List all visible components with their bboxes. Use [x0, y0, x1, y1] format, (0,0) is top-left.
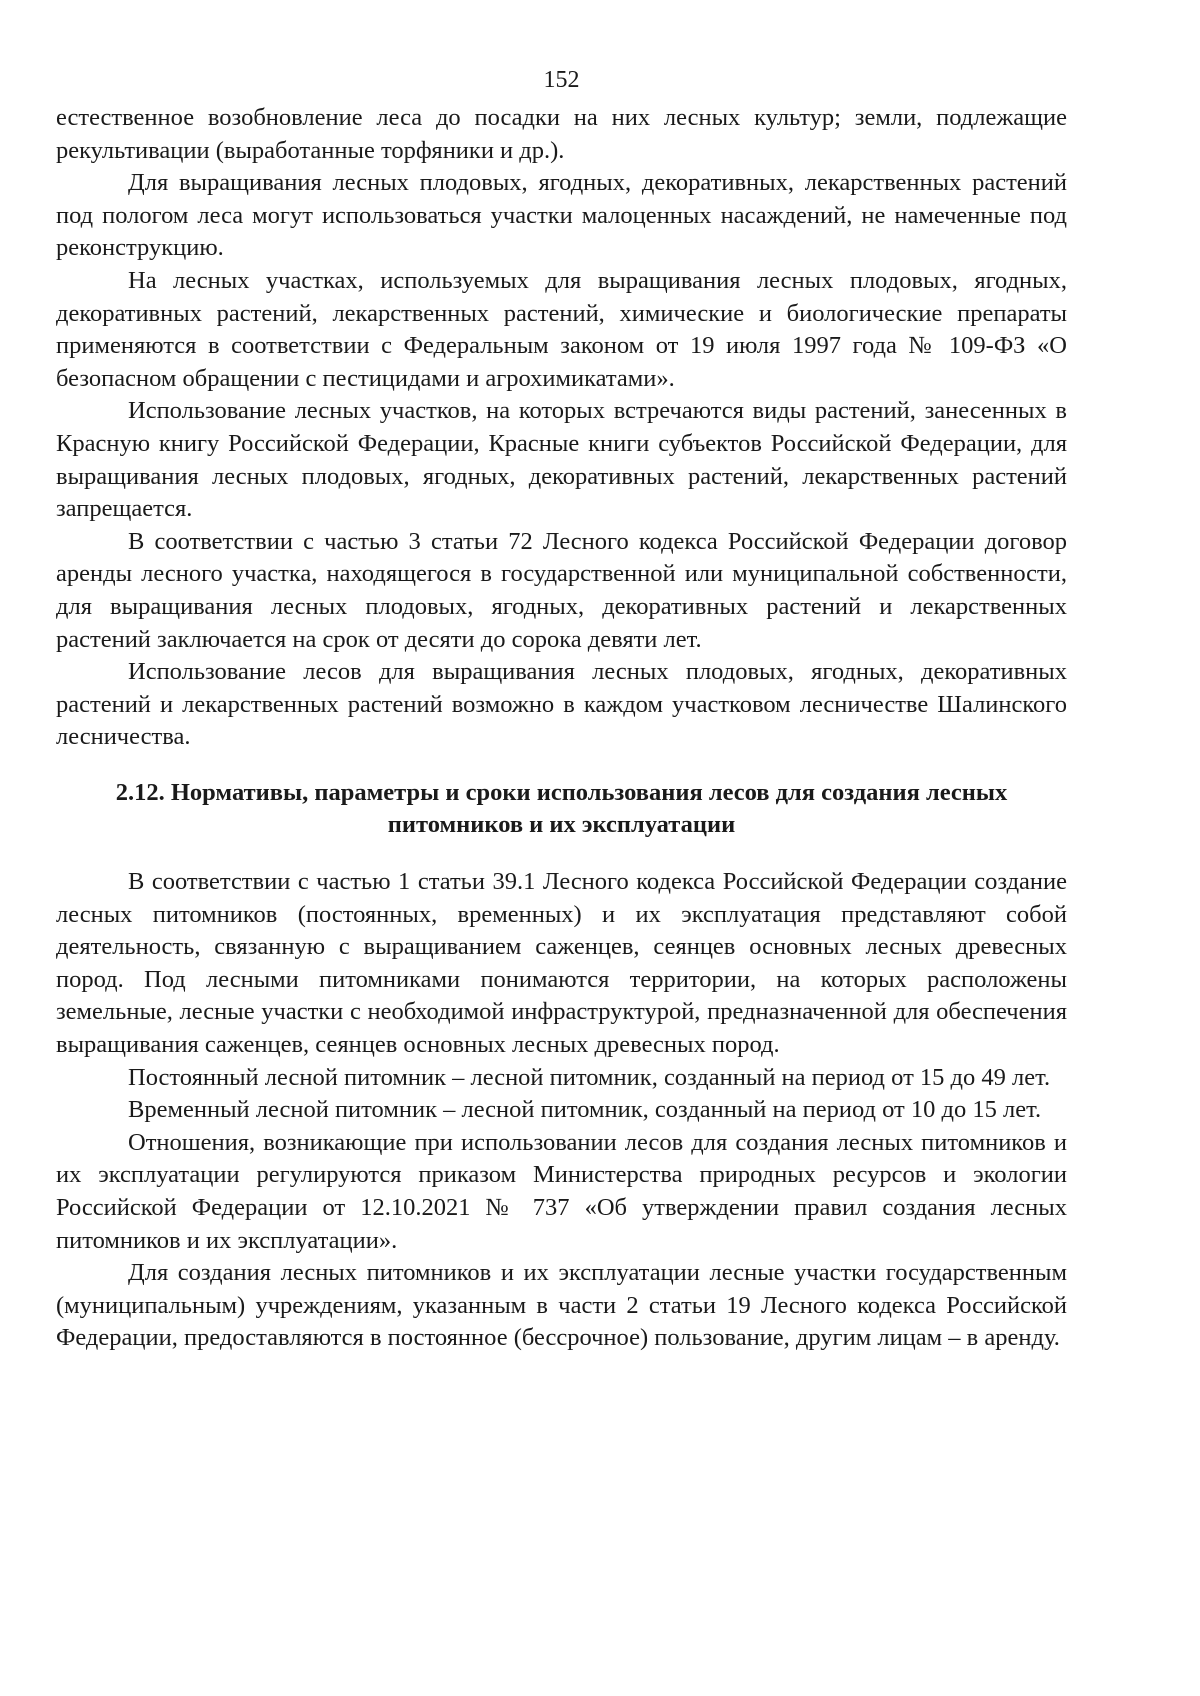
paragraph: Отношения, возникающие при использовании лесов для создания лесных питомников и их эксплуатации регулируются приказом Министерства природных ресурсов и экологии Российской Федерации от 12.10.2021 № 737 «Об утверждении правил создания лесных питомников и их эксплуатации».	[56, 1128, 1067, 1254]
section-heading	[56, 777, 1067, 842]
paragraph: В соответствии с частью 3 статьи 72 Лесного кодекса Российской Федерации договор аренды лесного участка, находящегося в государственной или муниципальной собственности, для выращивания лесных плодовых, ягодных, декоративных растений и лекарственных растений заключается на срок от десяти до сорока девяти лет.	[56, 527, 1067, 653]
document-page	[56, 66, 1067, 1355]
text-block-2	[56, 866, 1067, 1355]
paragraph: естественное возобновление леса до посадки на них лесных культур; земли, подлежащие рекультивации (выработанные торфяники и др.).	[56, 104, 1067, 164]
paragraph: На лесных участках, используемых для выращивания лесных плодовых, ягодных, декоративных растений, лекарственных растений, химические и биологические препараты применяются в соответствии с Федеральным законом от 19 июля 1997 года № 109-ФЗ «О безопасном обращении с пестицидами и агрохимикатами».	[56, 266, 1067, 392]
paragraph: Постоянный лесной питомник – лесной питомник, созданный на период от 15 до 49 лет.	[128, 1063, 1051, 1091]
paragraph: Временный лесной питомник – лесной питомник, созданный на период от 10 до 15 лет.	[128, 1096, 1042, 1124]
paragraph: В соответствии с частью 1 статьи 39.1 Лесного кодекса Российской Федерации создание лесных питомников (постоянных, временных) и их эксплуатация представляют собой деятельность, связанную с выращиванием саженцев, сеянцев основных лесных древесных пород. Под лесными питомниками понимаются территории, на которых расположены земельные, лесные участки с необходимой инфраструктурой, предназначенной для обеспечения выращивания саженцев, сеянцев основных лесных древесных пород.	[56, 868, 1067, 1059]
section-heading-line: питомников и их эксплуатации	[387, 811, 736, 839]
paragraph: Для создания лесных питомников и их эксплуатации лесные участки государственным (муниципальным) учреждениям, указанным в части 2 статьи 19 Лесного кодекса Российской Федерации, предоставляются в постоянное (бессрочное) пользование, другим лицам – в аренду.	[56, 1259, 1067, 1352]
paragraph: Использование лесов для выращивания лесных плодовых, ягодных, декоративных растений и лекарственных растений возможно в каждом участковом лесничестве Шалинского лесничества.	[56, 658, 1067, 751]
paragraph: Использование лесных участков, на которых встречаются виды растений, занесенных в Красную книгу Российской Федерации, Красные книги субъектов Российской Федерации, для выращивания лесных плодовых, ягодных, декоративных растений, лекарственных растений запрещается.	[56, 397, 1067, 523]
text-block-1	[56, 102, 1067, 754]
page-number: 152	[543, 67, 580, 93]
paragraph: Для выращивания лесных плодовых, ягодных, декоративных, лекарственных растений под пологом леса могут использоваться участки малоценных насаждений, не намеченные под реконструкцию.	[56, 169, 1067, 262]
section-heading-line: 2.12. Нормативы, параметры и сроки использования лесов для создания лесных	[115, 778, 1008, 806]
